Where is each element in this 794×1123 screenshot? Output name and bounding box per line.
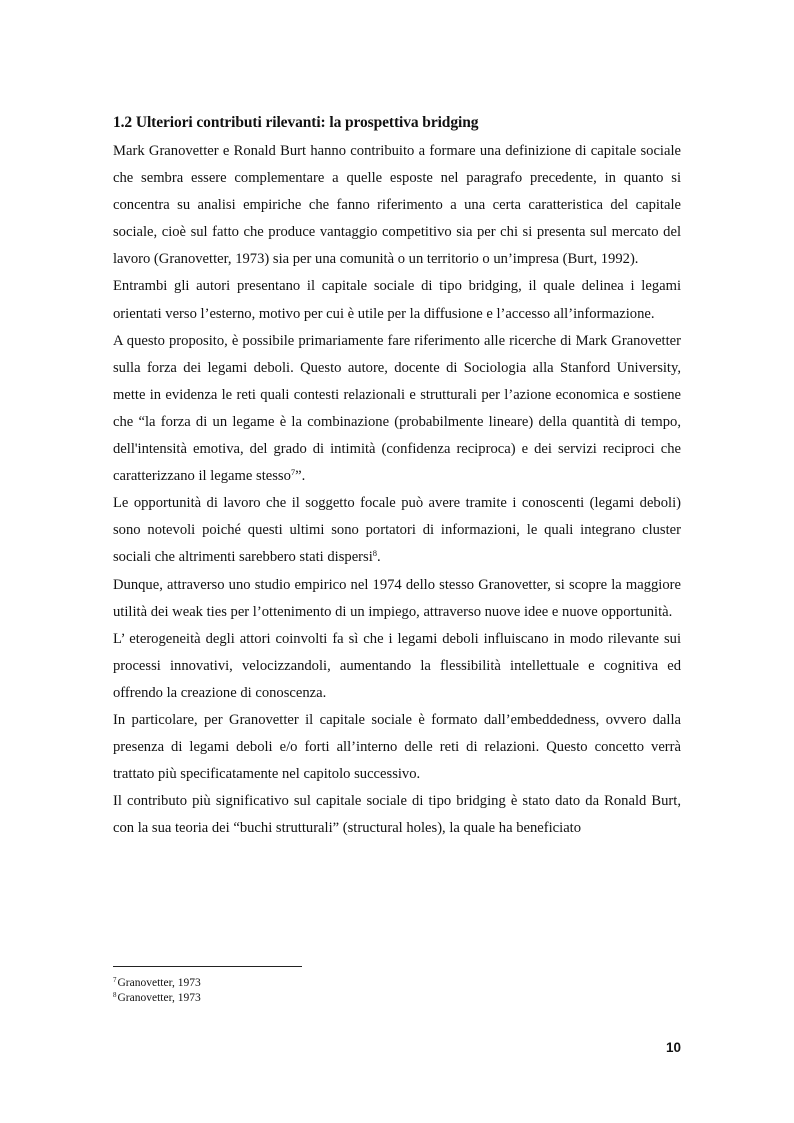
footnote-8 — [113, 991, 201, 1006]
paragraph-3-end: ”. — [295, 468, 306, 485]
page-number: 10 — [665, 1040, 681, 1055]
footnote-ref-8[interactable]: 8 — [372, 548, 378, 559]
footnote-text: Granovetter, 1973 — [117, 977, 201, 989]
paragraph-1: Mark Granovetter e Ronald Burt hanno contribuito a formare una definizione di capitale sociale che sembra essere complementare a quelle esposte nel paragrafo precedente, in quanto si concentra su analisi empiriche che fanno riferimento a una certa caratteristica del capitale sociale, cioè sul fatto che produce vantaggio competitivo sia per chi si presenta sul mercato del lavoro (Granovetter, 1973) sia per una comunità o un territorio o un’impresa (Burt, 1992). — [113, 143, 681, 268]
paragraph-5: Dunque, attraverso uno studio empirico nel 1974 dello stesso Granovetter, si scopre la maggiore utilità dei weak ties per l’ottenimento di un impiego, attraverso nuove idee e nuove opportunità. — [113, 576, 681, 620]
paragraph-3 — [113, 328, 681, 491]
paragraph-3-text: A questo proposito, è possibile primariamente fare riferimento alle ricerche di Mark Granovetter sulla forza dei legami deboli. Questo autore, docente di Sociologia alla Stanford University, mette in evidenza le reti quali contesti relazionali e strutturali per l’azione economica e sostiene che “la forza di un legame è la combinazione (probabilmente lineare) della quantità di tempo, dell'intensità emotiva, del grado di intimità (confidenza reciproca) e dei servizi reciproci che caratterizzano il legame stesso — [113, 332, 681, 485]
paragraph-8: Il contributo più significativo sul capitale sociale di tipo bridging è stato dato da Ronald Burt, con la sua teoria dei “buchi strutturali” (structural holes), la quale ha beneficiato — [113, 793, 681, 837]
footnote-number: 8 — [113, 991, 117, 999]
footnote-7 — [113, 976, 201, 991]
paragraph-7: In particolare, per Granovetter il capitale sociale è formato dall’embeddedness, ovvero dalla presenza di legami deboli e/o forti all’interno delle reti di relazioni. Questo concetto verrà trattato più specificatamente nel capitolo successivo. — [113, 711, 681, 783]
footnote-ref-7[interactable]: 7 — [290, 467, 296, 478]
paragraph-4-text: Le opportunità di lavoro che il soggetto focale può avere tramite i conoscenti (legami deboli) sono notevoli poiché questi ultimi sono portatori di informazioni, le quali integrano cluster sociali che altrimenti sarebbero stati dispersi — [113, 495, 681, 566]
footnote-text: Granovetter, 1973 — [117, 992, 201, 1004]
footnote-separator — [113, 966, 302, 967]
footnote-number: 7 — [113, 976, 117, 984]
paragraph-6: L’ eterogeneità degli attori coinvolti fa sì che i legami deboli influiscano in modo rilevante sui processi innovativi, velocizzandoli, aumentando la flessibilità intellettuale e cognitiva ed offrendo la creazione di conoscenza. — [113, 630, 681, 701]
body-text — [113, 138, 681, 842]
paragraph-4 — [113, 490, 681, 571]
paragraph-4-end: . — [377, 549, 381, 566]
section-heading: 1.2 Ulteriori contributi rilevanti: la prospettiva bridging — [113, 114, 479, 131]
paragraph-2: Entrambi gli autori presentano il capitale sociale di tipo bridging, il quale delinea i legami orientati verso l’esterno, motivo per cui è utile per la diffusione e l’accesso all’informazione. — [113, 278, 681, 322]
footnotes — [113, 976, 201, 1006]
